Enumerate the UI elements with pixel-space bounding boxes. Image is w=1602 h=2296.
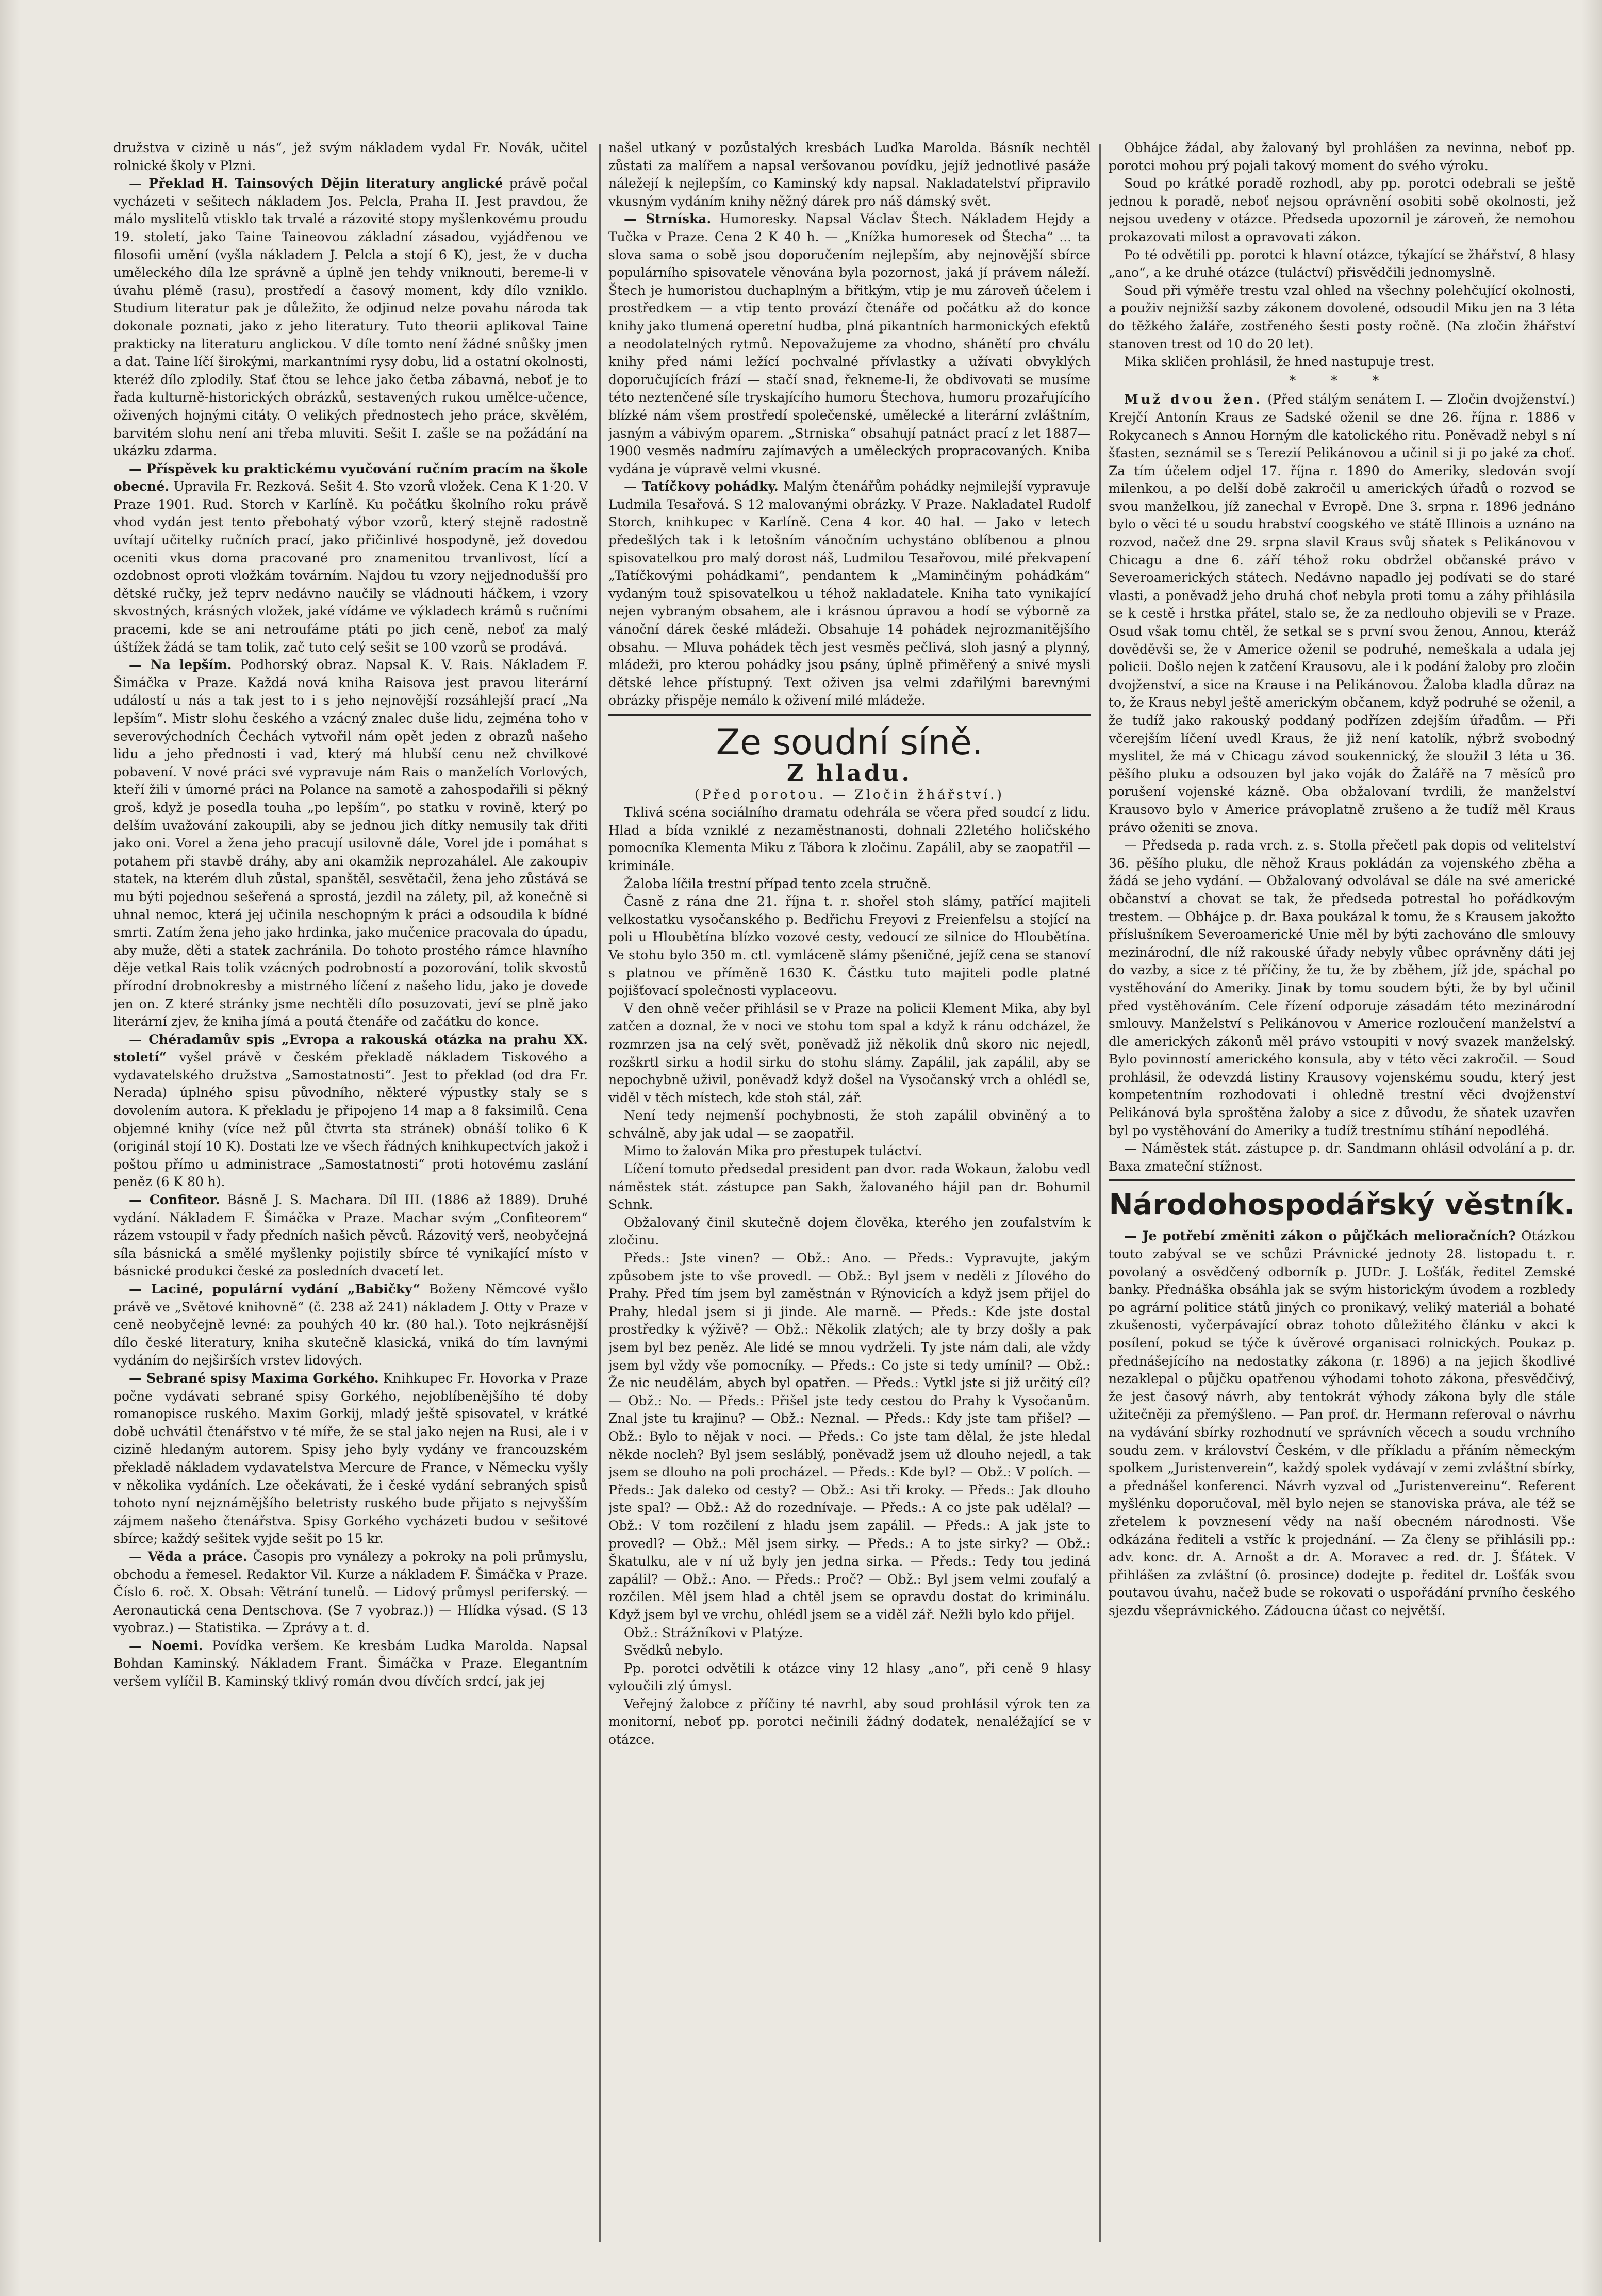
paragraph: Tklivá scéna sociálního dramatu odehrála se včera před soudcí z lidu. Hlad a bída vzniklé z nezaměstnanosti, dohnali 22letého holičského pomocníka Klementa Miku z Tábora k zločinu. Zapálil, aby se zaopatřil — kriminále. <box>608 805 1091 873</box>
column-right <box>1109 139 1575 2242</box>
paragraph: Mimo to žalován Mika pro přestupek tuláctví. <box>624 1143 922 1159</box>
paragraph: V den ohně večer přihlásil se v Praze na policii Klement Mika, aby byl zatčen a doznal, že v noci ve stohu tom spal a když k ránu odcházel, že rozmrzen jsa na celý svět, poněvadž již několik dnů skoro nic nejedl, rozškrtl sirku a hodil sirku do stohu slámy. Zapálil, jak zapálil, aby se nepochybně uživil, poněvadž když došel na Vysočanský vrch a ohlédl se, viděl v těch místech, kde stoh stál, zář. <box>608 1001 1091 1105</box>
paragraph: Svědků nebylo. <box>624 1643 723 1658</box>
paragraph: Obž.: Strážníkovi v Platýze. <box>624 1625 803 1640</box>
paragraph: Líčení tomuto předsedal president pan dvor. rada Wokaun, žalobu vedl náměstek stát. zástupce pan Sakh, žalovaného hájil pan dr. Bohumil Schnk. <box>608 1161 1091 1212</box>
column-rule <box>1099 144 1101 2242</box>
paragraph: našel utkaný v pozůstalých kresbách Luďka Marolda. Básník nechtěl zůstati za malířem a napsal veršovanou povídku, jejíž jednotlivé pasáže náležejí k nejlepším, co Kaminský kdy napsal. Nakladatelství připravilo vkusným vydáním knihy něžný dárek pro náš dámský svět. <box>608 140 1091 209</box>
article-headline: Z hladu. <box>787 760 912 787</box>
notice: — Překlad H. Tainsových Dějin literatury anglické právě počal vycházeti v sešitech nákladem Jos. Pelcla, Praha II. Jest pravdou, že málo myslitelů vtisklo tak trvalé a rázovité stopy myšlenkovému proudu 19. století, jako Taine Taineovou základní zásadou, vyjádřenou ve filosofii umění (vyšla nákladem J. Pelcla a stojí 6 K), jest, že v ducha uměleckého díla lze správně a úplně jen tehdy vniknouti, bereme-li v úvahu plémě (rasu), prostředí a časový moment, kdy dílo vzniklo. Studium literatur pak je důležito, že odjinud nelze povahu národa tak dokonale poznati, jako z jeho literatury. Tuto theorii aplikoval Taine prakticky na literaturu anglickou. V díle tomto není žádné snůšky jmen a dat. Taine líčí širokými, markantními rysy dobu, lid a ostatní okolnosti, kteréž dílo zplodily. Stať čtou se lehce jako četba zábavná, neboť je to řada kulturně-historických obrázků, sestavených rukou umělce-učence, oživených hojnými citáty. O velikých přednostech jeho práce, skvělém, barvitém slohu není ani třeba mluviti. Sešit I. zašle se na požádání na ukázku zdarma. <box>113 176 588 459</box>
column-left <box>113 139 588 2242</box>
scan-edge <box>0 0 21 2296</box>
notice: — Confiteor. Básně J. S. Machara. Díl III. (1886 až 1889). Druhé vydání. Nákladem F. Šimáčka v Praze. Machar svým „Confiteorem“ rázem vstoupil v řady předních našich pěvců. Rázovitý verš, neobyčejná síla básnická a smělé myšlenky pojistily sbírce té vynikající místo v básnické produkci české za posledních dvacetí let. <box>113 1192 588 1279</box>
notice: Muž dvou žen. (Před stálým senátem I. — Zločin dvojženství.) Krejčí Antonín Kraus ze Sadské oženil se dne 26. října r. 1886 v Rokycanech s Annou Horným dle katolického ritu. Poněvadž nebyl s ní šťasten, seznámil se s Terezií Pelikánovou a učinil si ji po jaké za choť. Za tím účelem odjel 17. října r. 1890 do Ameriky, sledován svojí milenkou, a po delší době zakročil u amerických úřadů o rozvod se svou manželkou, jíž zanechal v Evropě. Dne 3. srpna r. 1896 jednáno bylo o věci té u soudu hrabství coogského ve státě Illinois a uznáno na rozvod, načež dne 29. srpna slavil Kraus svůj sňatek s Pelikánovou v Chicagu a dne 6. září téhož roku obdržel občanské právo v Severoamerických státech. Nedávno napadlo jej podívati se do staré vlasti, a poněvadž jeho druhá choť nebyla proti tomu a záhy přihlásila se k cestě i hrstka přátel, stalo se, že za nedlouho objevili se v Praze. Osud však tomu chtěl, že setkal se s první svou ženou, Annou, kteráž dověděvši se, že v Americe oženil se podruhé, nemeškala a udala jej policii. Došlo nejen k zatčení Krausovu, ale i k podání žaloby pro zločin dvojženství, a sice na Krause i na Pelikánovou. Žaloba kladla důraz na to, že Kraus nebyl ještě americkým občanem, když podruhé se oženil, a že tudíž jako rakouský poddaný podřízen zdejším úřadům. — Při včerejším líčení uvedl Kraus, že již není katolík, nýbrž svobodný myslitel, že má v Chicagu závod soukennický, že sloužil 3 léta u 36. pěšího pluku a odsouzen byl jako voják do Žalářě na 7 měsíců pro porušení vojenské kázně. Oba obžalovaní tvrdili, že manželství Krausovo bylo v Americe právoplatně zrušeno a že tudíž měl Kraus právo oženiti se znova. <box>1109 392 1575 835</box>
paragraph: Soud po krátké poradě rozhodl, aby pp. porotci odebrali se ještě jednou k poradě, neboť nejsou oprávnění osobiti sobě okolnosti, jež nejsou uvedeny v otázce. Předseda upozornil je zároveň, že nemohou prokazovati milost a opravovati zákon. <box>1109 176 1575 244</box>
column-middle <box>608 139 1091 2242</box>
article-subheading: (Před porotou. — Zločin žhářství.) <box>695 787 1004 802</box>
section-rule <box>608 714 1091 716</box>
paragraph: Žaloba líčila trestní případ tento zcela stručně. <box>624 876 932 891</box>
paragraph: Veřejný žalobce z příčiny té navrhl, aby soud prohlásil výrok ten za monitorní, neboť pp. porotci nečinili žádný dodatek, nenaléžající se v otázce. <box>608 1696 1091 1748</box>
notice: — Noemi. Povídka veršem. Ke kresbám Ludka Marolda. Napsal Bohdan Kaminský. Nákladem Frant. Šimáčka v Praze. Elegantním veršem vylíčil B. Kaminský tklivý román dvou dívčích srdcí, jak jej <box>113 1638 588 1689</box>
notice: — Sebrané spisy Maxima Gorkého. Knihkupec Fr. Hovorka v Praze počne vydávati sebrané spisy Gorkého, nejoblíbenějšího té doby romanopisce ruského. Maxim Gorkij, mladý ještě spisovatel, v krátké době uchvátil čtenářstvo v té míře, že se stal jako nejen na Rusi, ale i v cizině hledaným autorem. Spisy jeho byly vydány ve francouzském překladě nákladem vydavatelstva Mercure de France, v Německu vyšly v několika vydáních. Lze očekávati, že i české vydání sebraných spisů tohoto nyní nejznámějšího beletristy ruského bude přijato s nejvyšším zájmem našeho čtenářstva. Spisy Gorkého vycházeti budou v sešitové sbírce; každý sešitek vyjde sešit po 15 kr. <box>113 1370 588 1546</box>
paragraph: — Předseda p. rada vrch. z. s. Stolla přečetl pak dopis od velitelství 36. pěšího pluku, dle něhož Kraus pokládán za vojenského zběha a žádá se jeho vydání. — Obžalovaný odvolával se dále na své americké občanství a chovat se tak, že předseda potrestal ho pořádkovým trestem. — Obhájce p. dr. Baxa poukázal k tomu, že s Krausem jakožto příslušníkem Severoamerické Unie měl by býti zachováno dle smlouvy mezinárodní, dle níž rakouské úřady nebyly vůbec oprávněny dáti jej do vazby, a sice z té příčiny, že tu, že by zběhem, jíž jde, spáchal po vystěhování do Ameriky. Jinak by tomu soudem býti, že by byl učinil před vystěhováním. Cele řízení odporuje zásadám této mezinárodní smlouvy. Manželství s Pelikánovou v Americe rozloučení manželství a dle amerických zákonů měl právo vstoupiti v nový svazek manželský. Bylo povinností amerického konsula, aby v této věci zakročil. — Soud prohlásil, že odevzdá listiny Krausovy vojenskému soudu, který jest kompetentním rozhodovati i ohledně trestní věci dvojženství Pelikánová byla sproštěna žaloby a sice z důvodu, že sňatek uzavřen byl po vystěhování do Ameriky a tudíž trestnímu stíhání nepodléhá. <box>1109 838 1575 1138</box>
notice: — Na lepším. Podhorský obraz. Napsal K. V. Rais. Nákladem F. Šimáčka v Praze. Každá nová kniha Raisova jest pravou literární událostí u nás a tak jest to i s jeho nejnovější rozsáhlejší prací „Na lepším“. Mistr slohu českého a vzácný znalec duše lidu, zejména toho v severovýchodních Čechách vytvořil nám opět jeden z obrazů našeho lidu a jeho přednosti i vad, který má hlubší cenu než chvilkové pobavení. V nové práci své vypravuje nám Rais o manželích Vorlových, kteří žili v úmorné práci na Polance na samotě a zahospodařili si pěkný groš, když je posedla touha „po lepším“, po statku v rovině, který po delším uvažování zakoupili, aby se jednou jich dítky nemusily tak dřiti jako oni. Vorel a žena jeho pracují usilovně dále, Vorel jde i pomáhat s potahem při stavbě dráhy, aby ani okamžik neprozahálel. Ale zakoupiv statek, na kterém dluh zůstal, spanštěl, sesvětačil, žena jeho zůstává se mu býti pojednou sešeřená a sprostá, jezdil na zálety, pil, až konečně si uhnal nemoc, která jej učinila neschopným k práci a odsoudila k bídné smrti. Zatím žena jeho jako hrdinka, jako mučenice pracovala do úpadu, aby muže, děti a statek zachránila. Do tohoto prostého rámce hlavního děje vetkal Rais tolik vzácných podrobností a pozorování, tolik skvostů přírodní drobnokresby a mistrného líčení z našeho lidu, jako je dovede jen on. Z které stránky jsme nechtěli dílo posuzovati, jeví se plně jako literární zjev, že kniha jímá a poutá čtenáře od začátku do konce. <box>113 657 588 1029</box>
notice: — Příspěvek ku praktickému vyučování ručním pracím na škole obecné. Upravila Fr. Rezková. Sešit 4. Sto vzorů vložek. Cena K 1·20. V Praze 1901. Rud. Storch v Karlíně. Ku počátku školního roku právě vhod vydán jest tento přebohatý výbor vzorů, který stejně radostně uvítají učitelky ručních prací, jako přičinlivé hospodyně, jež dovedou oceniti vkus doma pracované pro znamenitou trvanlivost, lící a ozdobnost oproti vložkám továrním. Najdou tu vzory nejjednodušší pro dětské ručky, jež teprv nedávno naučily se vládnouti háčkem, i vzory skvostných, krásných vložek, jaké vídáme ve výkladech krámů s ručními pracemi, kde se ani netroufáme ptáti po jich ceně, neboť za malý úštížek žádá se tam tolik, zač tuto celý sešit se 100 vzorů se prodává. <box>113 461 588 655</box>
notice: — Strníska. Humoresky. Napsal Václav Štech. Nákladem Hejdy a Tučka v Praze. Cena 2 K 40 h. — „Knížka humoresek od Štecha“ ... ta slova sama o sobě jsou doporučením nejlepším, aby nejnovější sbírce populárního spisovatele věnována byla pozornost, jaká jí právem náleží. Štech je humoristou duchaplným a břitkým, vtip je mu zároveň účelem i prostředkem — a vtip tento provází čtenáře od počátku až do konce knihy jako tlumená operetní hudba, plná pikantních harmonických efektů a neodolatelných rytmů. Nepovažujeme za vhodno, shánětí pro chválu knihy před námi ležící pochvalné přívlastky a užívati obvyklých doporučujících frází — stačí snad, řekneme-li, že obdivovati se musíme této neztenčené síle tryskajícího humoru Štechova, humoru prozařujícího blízké nám všem prostředí společenské, umělecké a literární zvláštním, jasným a vábivým oparem. „Strniska“ obsahují patnáct prací z let 1887—1900 vesměs nadmíru zajímavých a uměleckých propracovaných. Kniba vydána je vúpravě velmi vkusné. <box>608 211 1091 476</box>
notice: — Laciné, populární vydání „Babičky“ Boženy Němcové vyšlo právě ve „Světové knihovně“ (č. 238 až 241) nákladem J. Otty v Praze v ceně neobyčejně levné: za pouhých 40 kr. (80 hal.). Toto nejkrásnější dílo české literatury, kniha skutečně klasická, vniká do tím lavnými vydáním do nejširších vrstev lidových. <box>113 1282 588 1368</box>
paragraph: družstva v cizině u nás“, jež svým nákladem vydal Fr. Novák, učitel rolnické školy v Plzni. <box>113 140 588 173</box>
paragraph: Obžalovaný činil skutečně dojem člověka, kterého jen zoufalstvím k zločinu. <box>608 1214 1091 1248</box>
paragraph: Není tedy nejmenší pochybnosti, že stoh zapálil obviněný a to schválně, aby jak udal — se zaopatřil. <box>608 1108 1091 1141</box>
paragraph: Mika skličen prohlásil, že hned nastupuje trest. <box>1124 354 1435 370</box>
paragraph: Časně z rána dne 21. října t. r. shořel stoh slámy, patřící majiteli velkostatku vysočanského p. Bedřichu Freyovi z Freienfelsu a stojící na poli u Hloubětína blízko vozové cesty, vedoucí ze silnice do Hloubětína. Ve stohu bylo 350 m. ctl. vymláceně slámy pšeničné, jejíž cena se stanoví s platnou ve příměně 1630 K. Částku tuto majiteli podle platné pojišťovací společnosti vyplaceovu. <box>608 894 1091 999</box>
notice: — Chéradamův spis „Evropa a rakouská otázka na prahu XX. století“ vyšel právě v českém překladě nákladem Tiskového a vydavatelského družstva „Samostatnosti“. Jest to překlad (od dra Fr. Nerada) úplného spisu původního, některé výpustky staly se s dovolením autora. K překladu je připojeno 14 map a 8 faksimilů. Cena objemné knihy (více než půl čtvrta sta stránek) obnáší toliko 6 K (originál stojí 10 K). Dostati lze ve všech řádných knihkupectvích jakož i poštou přímo u administrace „Samostatnosti“ proti hotovému zaslání peněz (6 K 80 h). <box>113 1031 588 1190</box>
paragraph: — Náměstek stát. zástupce p. dr. Sandmann ohlásil odvolání a p. dr. Baxa zmateční stížnost. <box>1109 1141 1575 1174</box>
section-rule <box>1109 1179 1575 1181</box>
paragraph: Po té odvětili pp. porotci k hlavní otázce, týkající se žhářství, 8 hlasy „ano“, a ke druhé otázce (tuláctví) přisvědčili jednomyslně. <box>1109 247 1575 280</box>
scan-edge <box>1581 0 1602 2296</box>
notice: — Tatíčkovy pohádky. Malým čtenářům pohádky nejmilejší vypravuje Ludmila Tesařová. S 12 malovanými obrázky. V Praze. Nakladatel Rudolf Storch, knihkupec v Karlíně. Cena 4 kor. 40 hal. — Jako v letech předešlých tak i k letošním vánočním uchystáno oblíbenou a plnou spisovatelkou pro malý dorost náš, Ludmilou Tesařovou, milé překvapení „Tatíčkovými pohádkami“, pendantem k „Maminčiným pohádkám“ vydaným touž spisovatelkou u téhož nakladatele. Kniha tato vynikající nejen vybraným obsahem, ale i krásnou úpravou a hodí se výborně za vánoční dárek české mládeži. Obsahuje 14 pohádek nejrozmanitějšího obsahu. — Mluva pohádek těch jest vesměs pečlivá, sloh jasný a plynný, mládeži, pro kterou pohádky jsou psány, úplně přiměřený a snivé mysli dětské lehce přístupný. Text oživen jsa velmi zdařilými barevnými obrázky přispěje nemálo k oživení milé mládeže. <box>608 479 1091 708</box>
paragraph: Předs.: Jste vinen? — Obž.: Ano. — Předs.: Vypravujte, jakým způsobem jste to vše provedl. — Obž.: Byl jsem v neděli z Jílového do Prahy. Před tím jsem byl zaměstnán v Rýnovicích a když jsem přijel do Prahy, hledal jsem si ji jinde. Ale marně. — Předs.: Kde jste dostal prostředky k výživě? — Obž.: Několik zlatých; ale ty brzy došly a pak jsem byl bez peněz. Ale lidé se mnou vydrželi. Ty jste nám dali, ale vždy jsem byl vždy vše pomocníky. — Předs.: Co jste si tedy umínil? — Obž.: Že nic neudělám, abych byl opatřen. — Předs.: Vytkl jste si již určitý cíl? — Obž.: No. — Předs.: Přišel jste tedy cestou do Prahy k Vysočanům. Znal jste tu krajinu? — Obž.: Neznal. — Předs.: Kdy jste tam přišel? — Obž.: Bylo to nějak v noci. — Předs.: Co jste tam dělal, že jste hledal někde nocleh? Byl jsem sesláblý, poněvadž jsem už dlouho nejedl, a tak jsem se dlouho na poli procházel. — Předs.: Kde byl? — Obž.: V polích. — Předs.: Jak daleko od cesty? — Obž.: Asi tři kroky. — Předs.: Jak dlouho jste spal? — Obž.: Až do rozednívaje. — Předs.: A co jste pak udělal? — Obž.: V tom rozčilení z hladu jsem zapálil. — Předs.: A jak jste to provedl? — Obž.: Měl jsem sirky. — Předs.: A to jste sirky? — Obž.: Škatulku, ale v ní už byly jen jedna sirka. — Předs.: Tedy tou jediná zapálil? — Obž.: Ano. — Předs.: Proč? — Obž.: Byl jsem velmi zoufalý a rozčilen. Měl jsem hlad a chtěl jsem se opravdu dostat do kriminálu. Když jsem byl ve vrchu, ohlédl jsem se a viděl zář. Nežli bylo kdo přijel. <box>608 1251 1091 1622</box>
separator-stars: * * * <box>1289 373 1395 388</box>
paragraph: Pp. porotci odvětili k otázce viny 12 hlasy „ano“, při ceně 9 hlasy vyloučili zlý úmysl. <box>608 1660 1091 1694</box>
notice: — Je potřebí změniti zákon o půjčkách melioračních? Otázkou touto zabýval se ve schůzi Právnické jednoty 28. listopadu t. r. povolaný a osvědčený odborník p. JUDr. J. Lošťák, ředitel Zemské banky. Přednáška obsáhla jak se svým historickým úvodem a rozbledy po agrární politice států jiných co pronikavý, veliký materiál a bohaté zkušenosti, vyčerpávající obraz tohoto důležitého článku v akci k posílení, pokud se týče k úvěrové organisaci rolnických. Poukaz p. přednášejícího na nedostatky zákona (r. 1896) a na jejich škodlivé nezaklepal o půjčku opatřenou výhodami tohoto zákona, přesvědčivý, že jest časový návrh, aby tentokrát výhody zákona byly dle stále užitečněji za přemýšleno. — Pan prof. dr. Hermann referoval o návrhu na vydávání sbírky rozhodnutí ve správních věcech a soudu vrchního soudu zem. v království Českém, v dle příkladu a přáním německým spolkem „Juristenverein“, každý spolek vydávají v zemi zvláštní sbírky, a přednášel konferenci. Návrh vyzval od „Juristenvereinu“. Referent myšlénku doporučoval, měl bylo nejen se stanoviska práva, ale též se zřetelem k povznesení vědy na naší obecném národnosti. Vše odkázána řediteli a vstříc k projednání. — Za členy se přihlásili pp.: adv. konc. dr. A. Arnošt a dr. A. Moravec a red. dr. J. Šťátek. V přihlášen za zvláštní (ô. prosince) dodejte p. ředitel dr. Lošťák svou poutavou úvahu, načež bude se rokovati o uspořádání prvního českého sjezdu všeprávnického. Zádoucna účast co největší. <box>1109 1228 1575 1618</box>
section-title: Ze soudní síně. <box>716 722 983 763</box>
column-rule <box>599 144 601 2242</box>
notice: — Věda a práce. Časopis pro vynálezy a pokroky na poli průmyslu, obchodu a řemesel. Redaktor Vil. Kurze a nákladem F. Šimáčka v Praze. Číslo 6. roč. X. Obsah: Větrání tunelů. — Lidový průmysl periferský. — Aeronautická cena Dentschova. (Se 7 vyobraz.)) — Hlídka výsad. (S 13 vyobraz.) — Statistika. — Zprávy a t. d. <box>113 1549 588 1636</box>
paragraph: Soud při výměře trestu vzal ohled na všechny polehčující okolnosti, a použiv nejnižší sazby zákonem dovolené, odsoudil Miku jen na 3 léta do těžkého žaláře, zostřeného šesti posty ročně. (Na zločin žhářství stanoven trest od 10 do 20 let). <box>1109 282 1575 352</box>
section-banner: Národohospodářský věstník. <box>1109 1188 1575 1222</box>
paragraph: Obhájce žádal, aby žalovaný byl prohlášen za nevinna, neboť pp. porotci mohou prý pojali takový moment do svého výroku. <box>1109 140 1575 173</box>
